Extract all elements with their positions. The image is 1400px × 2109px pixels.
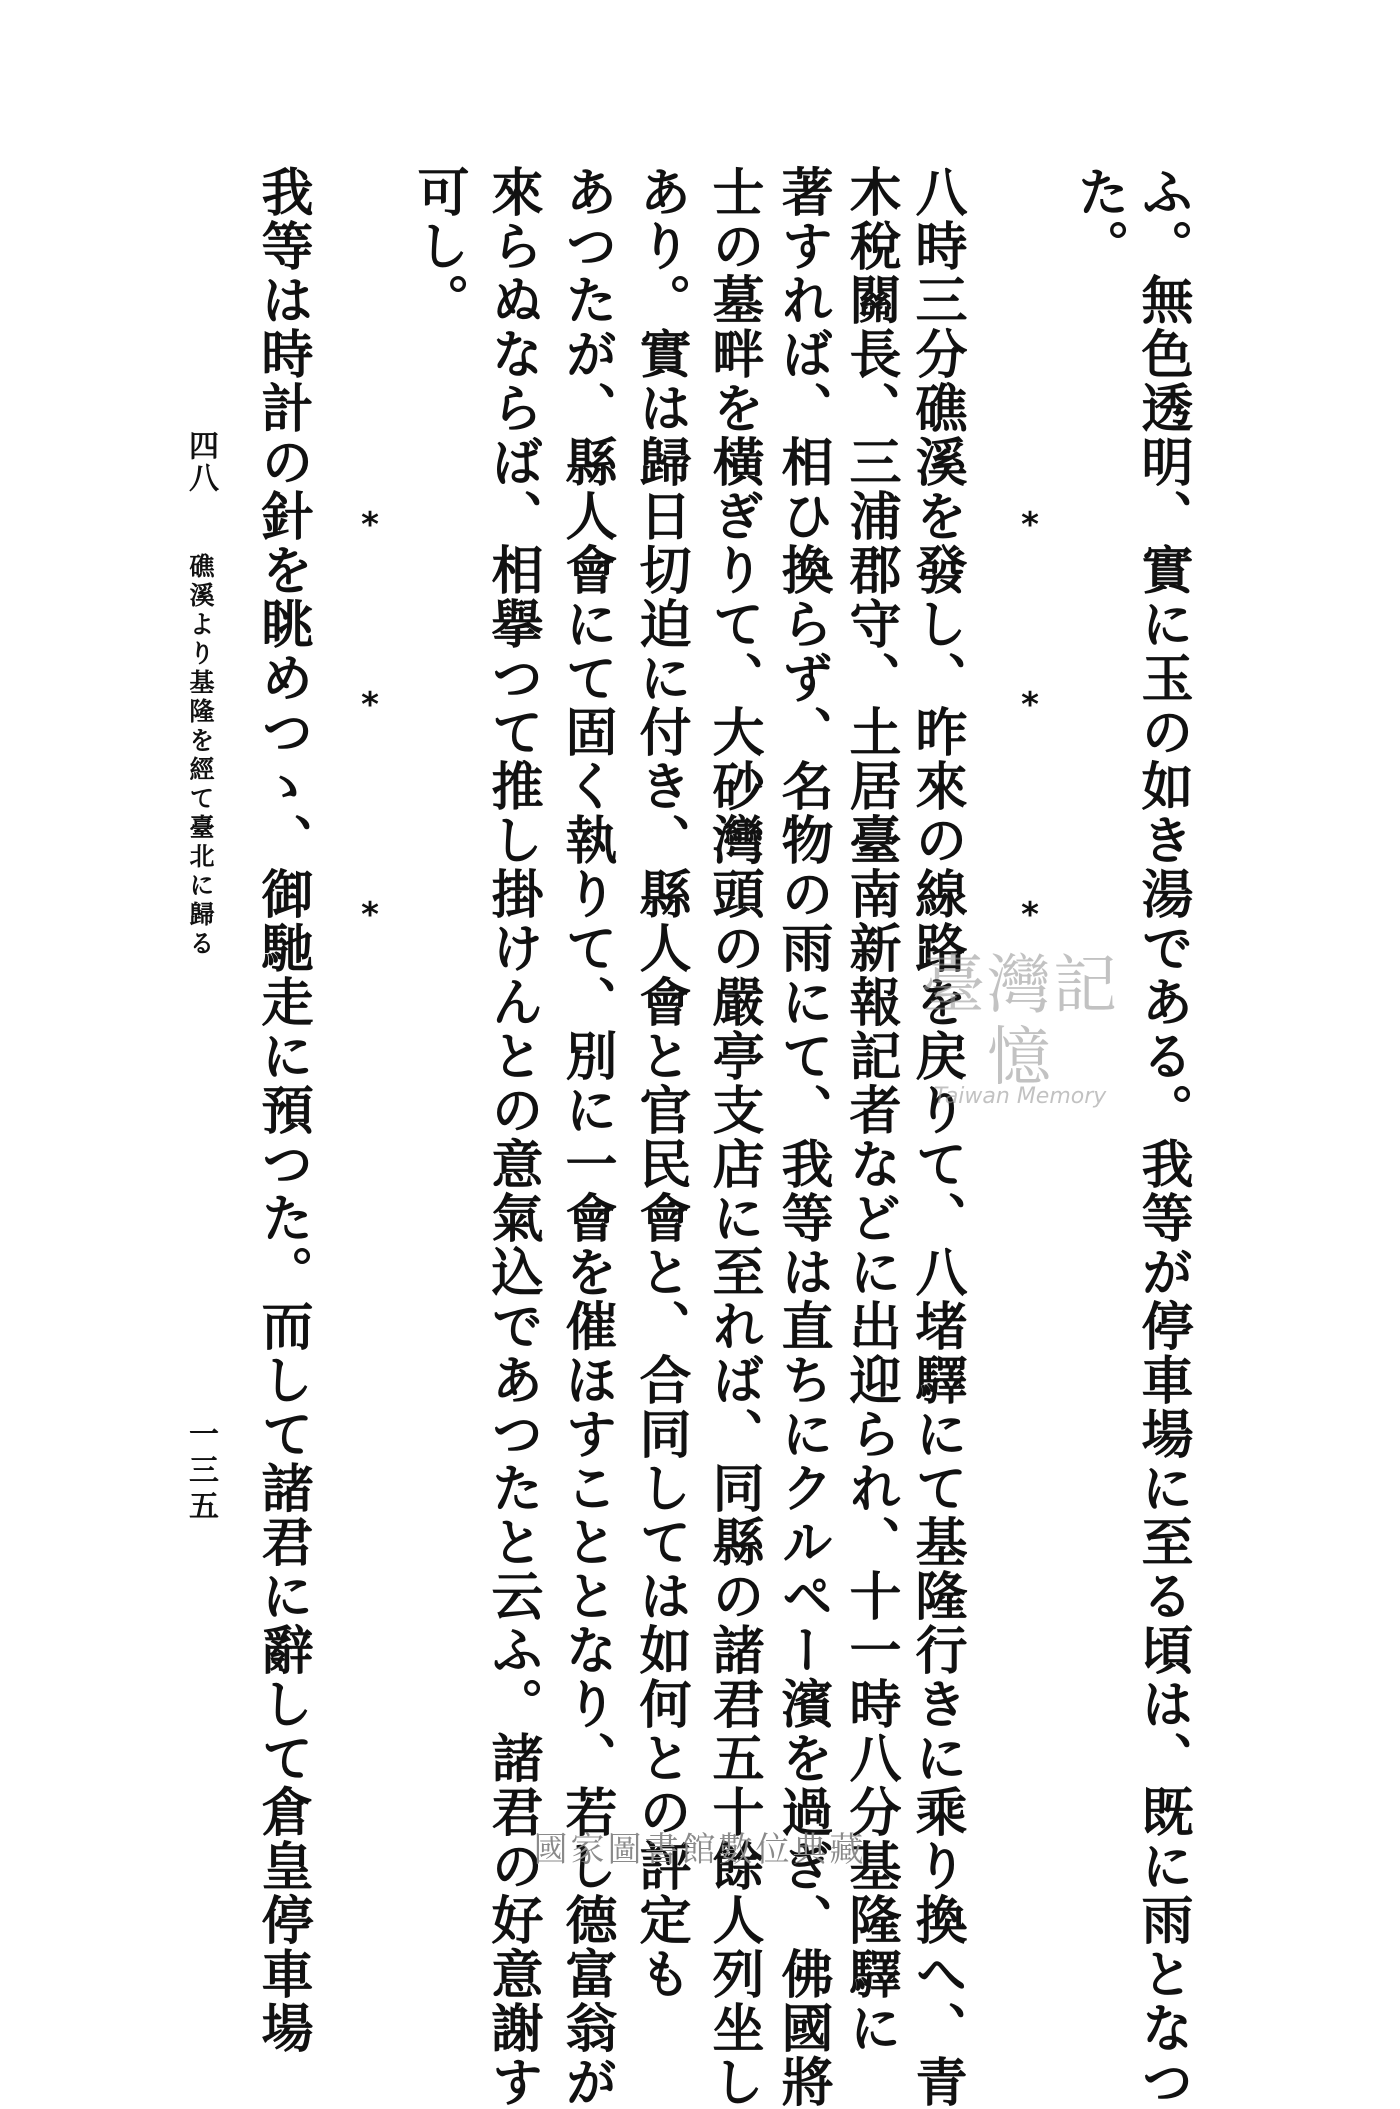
asterisk: * [361, 505, 379, 545]
asterisk: * [361, 895, 379, 935]
asterisk: * [1021, 685, 1039, 725]
section-number: 四八 [183, 430, 218, 494]
chapter-title: 礁溪より基隆を經て臺北に歸る [186, 553, 215, 959]
text-column-9: 來らぬならば、相擧つて推し掛けんとの意氣込であつたと云ふ。諸君の好意謝す [482, 165, 543, 2109]
watermark-english: Taiwan Memory [933, 1084, 1107, 1109]
text-column-11: 我等は時計の針を眺めつゝ、御馳走に預つた。而して諸君に辭して倉皇停車場 [252, 165, 313, 2055]
text-column-5: 著すれば、相ひ換らず、名物の雨にて、我等は直ちにクルペー濱を過ぎ、佛國將 [772, 165, 833, 2109]
text-column-10: 可し。 [408, 165, 469, 327]
watermark-logo [905, 949, 1135, 1109]
archive-footer: 國家圖書館數位典藏 [533, 1830, 867, 1870]
text-column-6: 士の墓畔を橫ぎりて、大砂灣頭の嚴亭支店に至れば、同縣の諸君五十餘人列坐し [703, 165, 764, 2109]
text-column-3: 八時三分礁溪を發し、昨來の線路を戻りて、八堵驛にて基隆行きに乘り換へ、青 [906, 165, 967, 2109]
page-number: 一三五 [183, 1418, 218, 1526]
text-column-4: 木稅關長、三浦郡守、土居臺南新報記者などに出迎られ、十一時八分基隆驛に [840, 165, 901, 2055]
text-column-7: あり。實は歸日切迫に付き、縣人會と官民會と、合同しては如何との評定も [630, 165, 691, 2001]
text-column-8: あつたが、縣人會にて固く執りて、別に一會を催ほすこととなり、若し德富翁が [556, 165, 617, 2109]
running-head [178, 430, 222, 1526]
asterisk: * [1021, 505, 1039, 545]
text-column-1: ふ。無色透明、實に玉の如き湯である。我等が停車場に至る頃は、既に雨となつ [1132, 165, 1193, 2109]
asterisk: * [1021, 895, 1039, 935]
text-column-2: た。 [1068, 165, 1129, 273]
section-break-lower [350, 505, 390, 1165]
watermark-chinese: 臺灣記憶 [921, 949, 1119, 1095]
asterisk: * [361, 685, 379, 725]
